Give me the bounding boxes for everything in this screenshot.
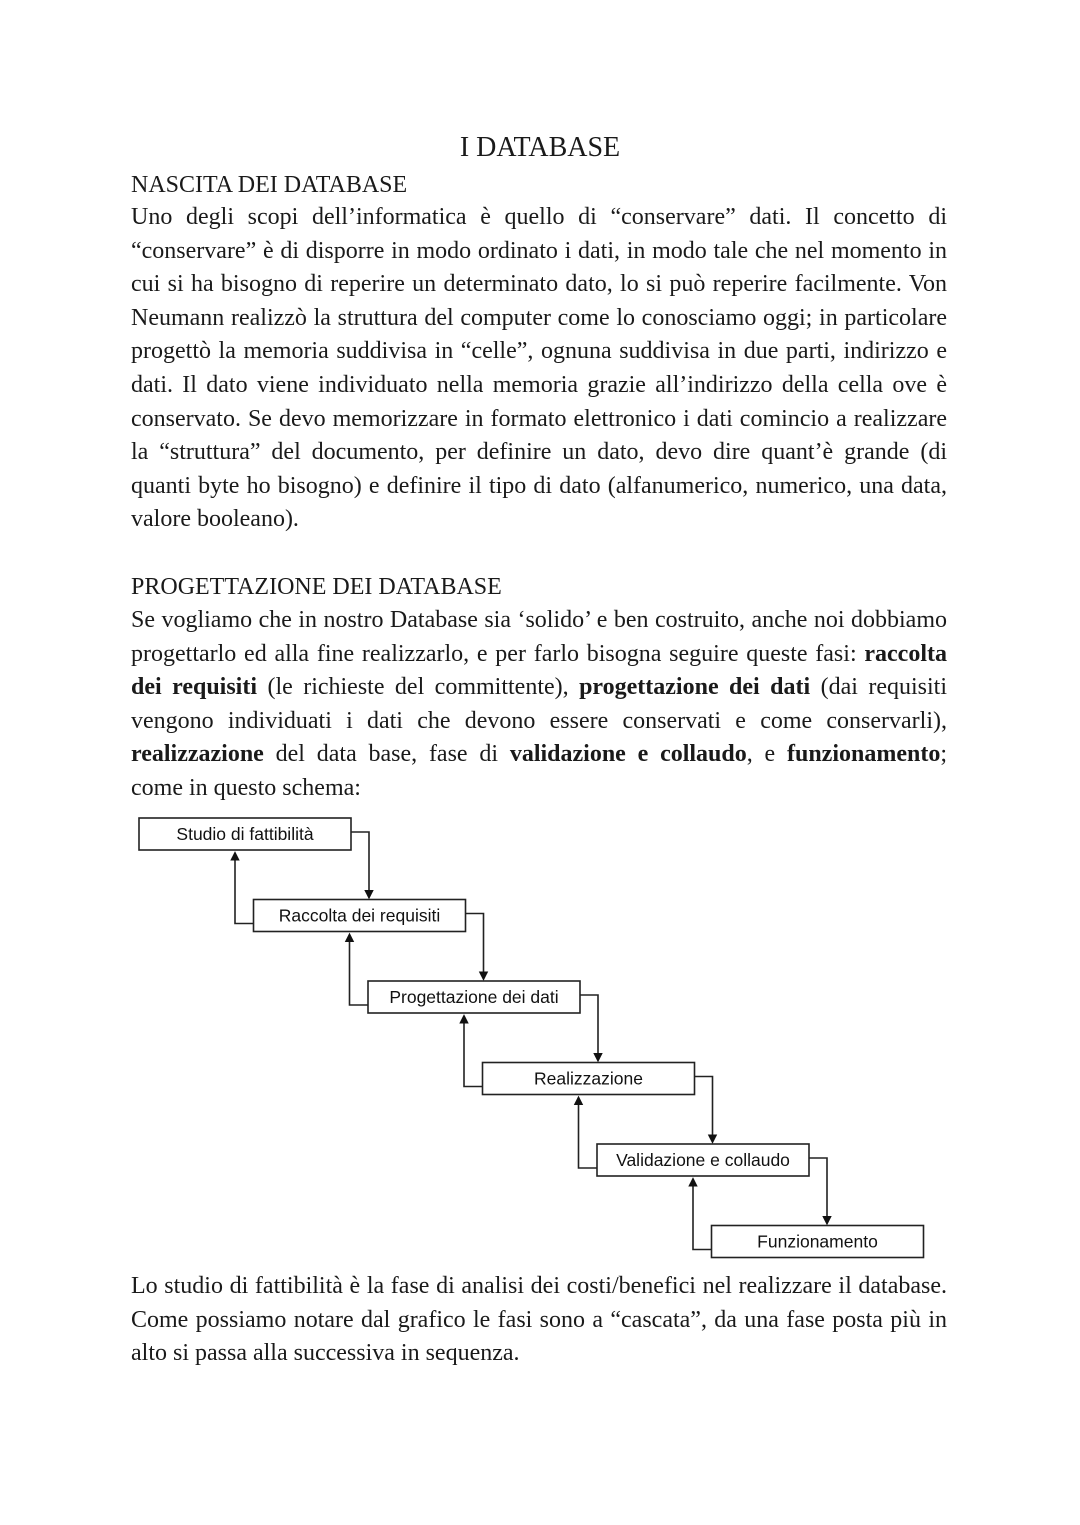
text-run: (dai requisiti vengono individuati i dati che devono essere conservati e come conservarli), (131, 674, 947, 734)
diagram-step-label: Progettazione dei dati (389, 987, 559, 1007)
diagram-feedback-arrow (464, 1016, 483, 1087)
bold-term-funzionamento: funzionamento (786, 741, 941, 768)
diagram-forward-arrow (351, 832, 369, 898)
bold-term-progettazione: progettazione dei dati (579, 674, 811, 701)
waterfall-diagram (130, 810, 930, 1265)
section-heading-progettazione: PROGETTAZIONE DEI DATABASE (131, 574, 502, 600)
diagram-feedback-arrow (235, 853, 254, 924)
diagram-step-label: Funzionamento (757, 1231, 878, 1252)
text-run: , e (746, 741, 787, 768)
paragraph-progettazione (131, 604, 947, 806)
section-heading-nascita: NASCITA DEI DATABASE (131, 172, 408, 198)
diagram-step-label: Studio di fattibilità (176, 824, 314, 844)
diagram-forward-arrow (695, 1077, 713, 1143)
paragraph-nascita: Uno degli scopi dell’informatica è quello di “conservare” dati. Il concetto di “conservare” è di disporre in modo ordinato i dati, in modo tale che nel momento in cui si ha bisogno di reperire un determinato dato, lo si può reperire facilmente. Von Neumann realizzò la struttura del computer come lo conosciamo oggi; in particolare progettò la memoria suddivisa in “celle”, ognuna suddivisa in due parti, indirizzo e dati. Il dato viene individuato nella memoria grazie all’indirizzo della cella ove è conservato. Se devo memorizzare in formato elettronico i dati comincio a realizzare la “struttura” del documento, per definire un dato, devo dire quant’è grande (di quanti byte ho bisogno) e definire il tipo di dato (alfanumerico, numerico, una data, valore booleano). (131, 204, 947, 533)
bold-term-raccolta: raccolta dei requisiti (131, 640, 947, 701)
diagram-step-label: Validazione e collaudo (616, 1150, 790, 1170)
diagram-feedback-arrow (693, 1179, 712, 1250)
diagram-feedback-arrow (579, 1098, 598, 1169)
diagram-step-label: Realizzazione (534, 1068, 643, 1089)
bold-term-realizzazione: realizzazione (131, 741, 264, 768)
bold-term-validazione: validazione e collaudo (509, 741, 747, 768)
text-run: (le richieste del committente), (257, 674, 580, 701)
text-run: ; come in questo schema: (131, 741, 947, 801)
text-run: Se vogliamo che in nostro Database sia ‘solido’ e ben costruito, anche noi dobbiamo progettarlo ed alla fine realizzarlo, e per farlo bisogna seguire queste fasi: (131, 607, 947, 667)
diagram-layer (139, 818, 924, 1258)
document-title: I DATABASE (459, 132, 621, 163)
diagram-feedback-arrow (350, 935, 369, 1006)
diagram-forward-arrow (809, 1158, 827, 1224)
diagram-step-label: Raccolta dei requisiti (278, 905, 441, 926)
diagram-forward-arrow (580, 995, 598, 1061)
diagram-forward-arrow (466, 914, 484, 980)
text-run: del data base, fase di (263, 741, 510, 768)
paragraph-closing: Lo studio di fattibilità è la fase di analisi dei costi/benefici nel realizzare il database. Come possiamo notare dal grafico le fasi sono a “cascata”, da una fase posta più in alto si passa alla successiva in sequenza. (131, 1273, 947, 1367)
